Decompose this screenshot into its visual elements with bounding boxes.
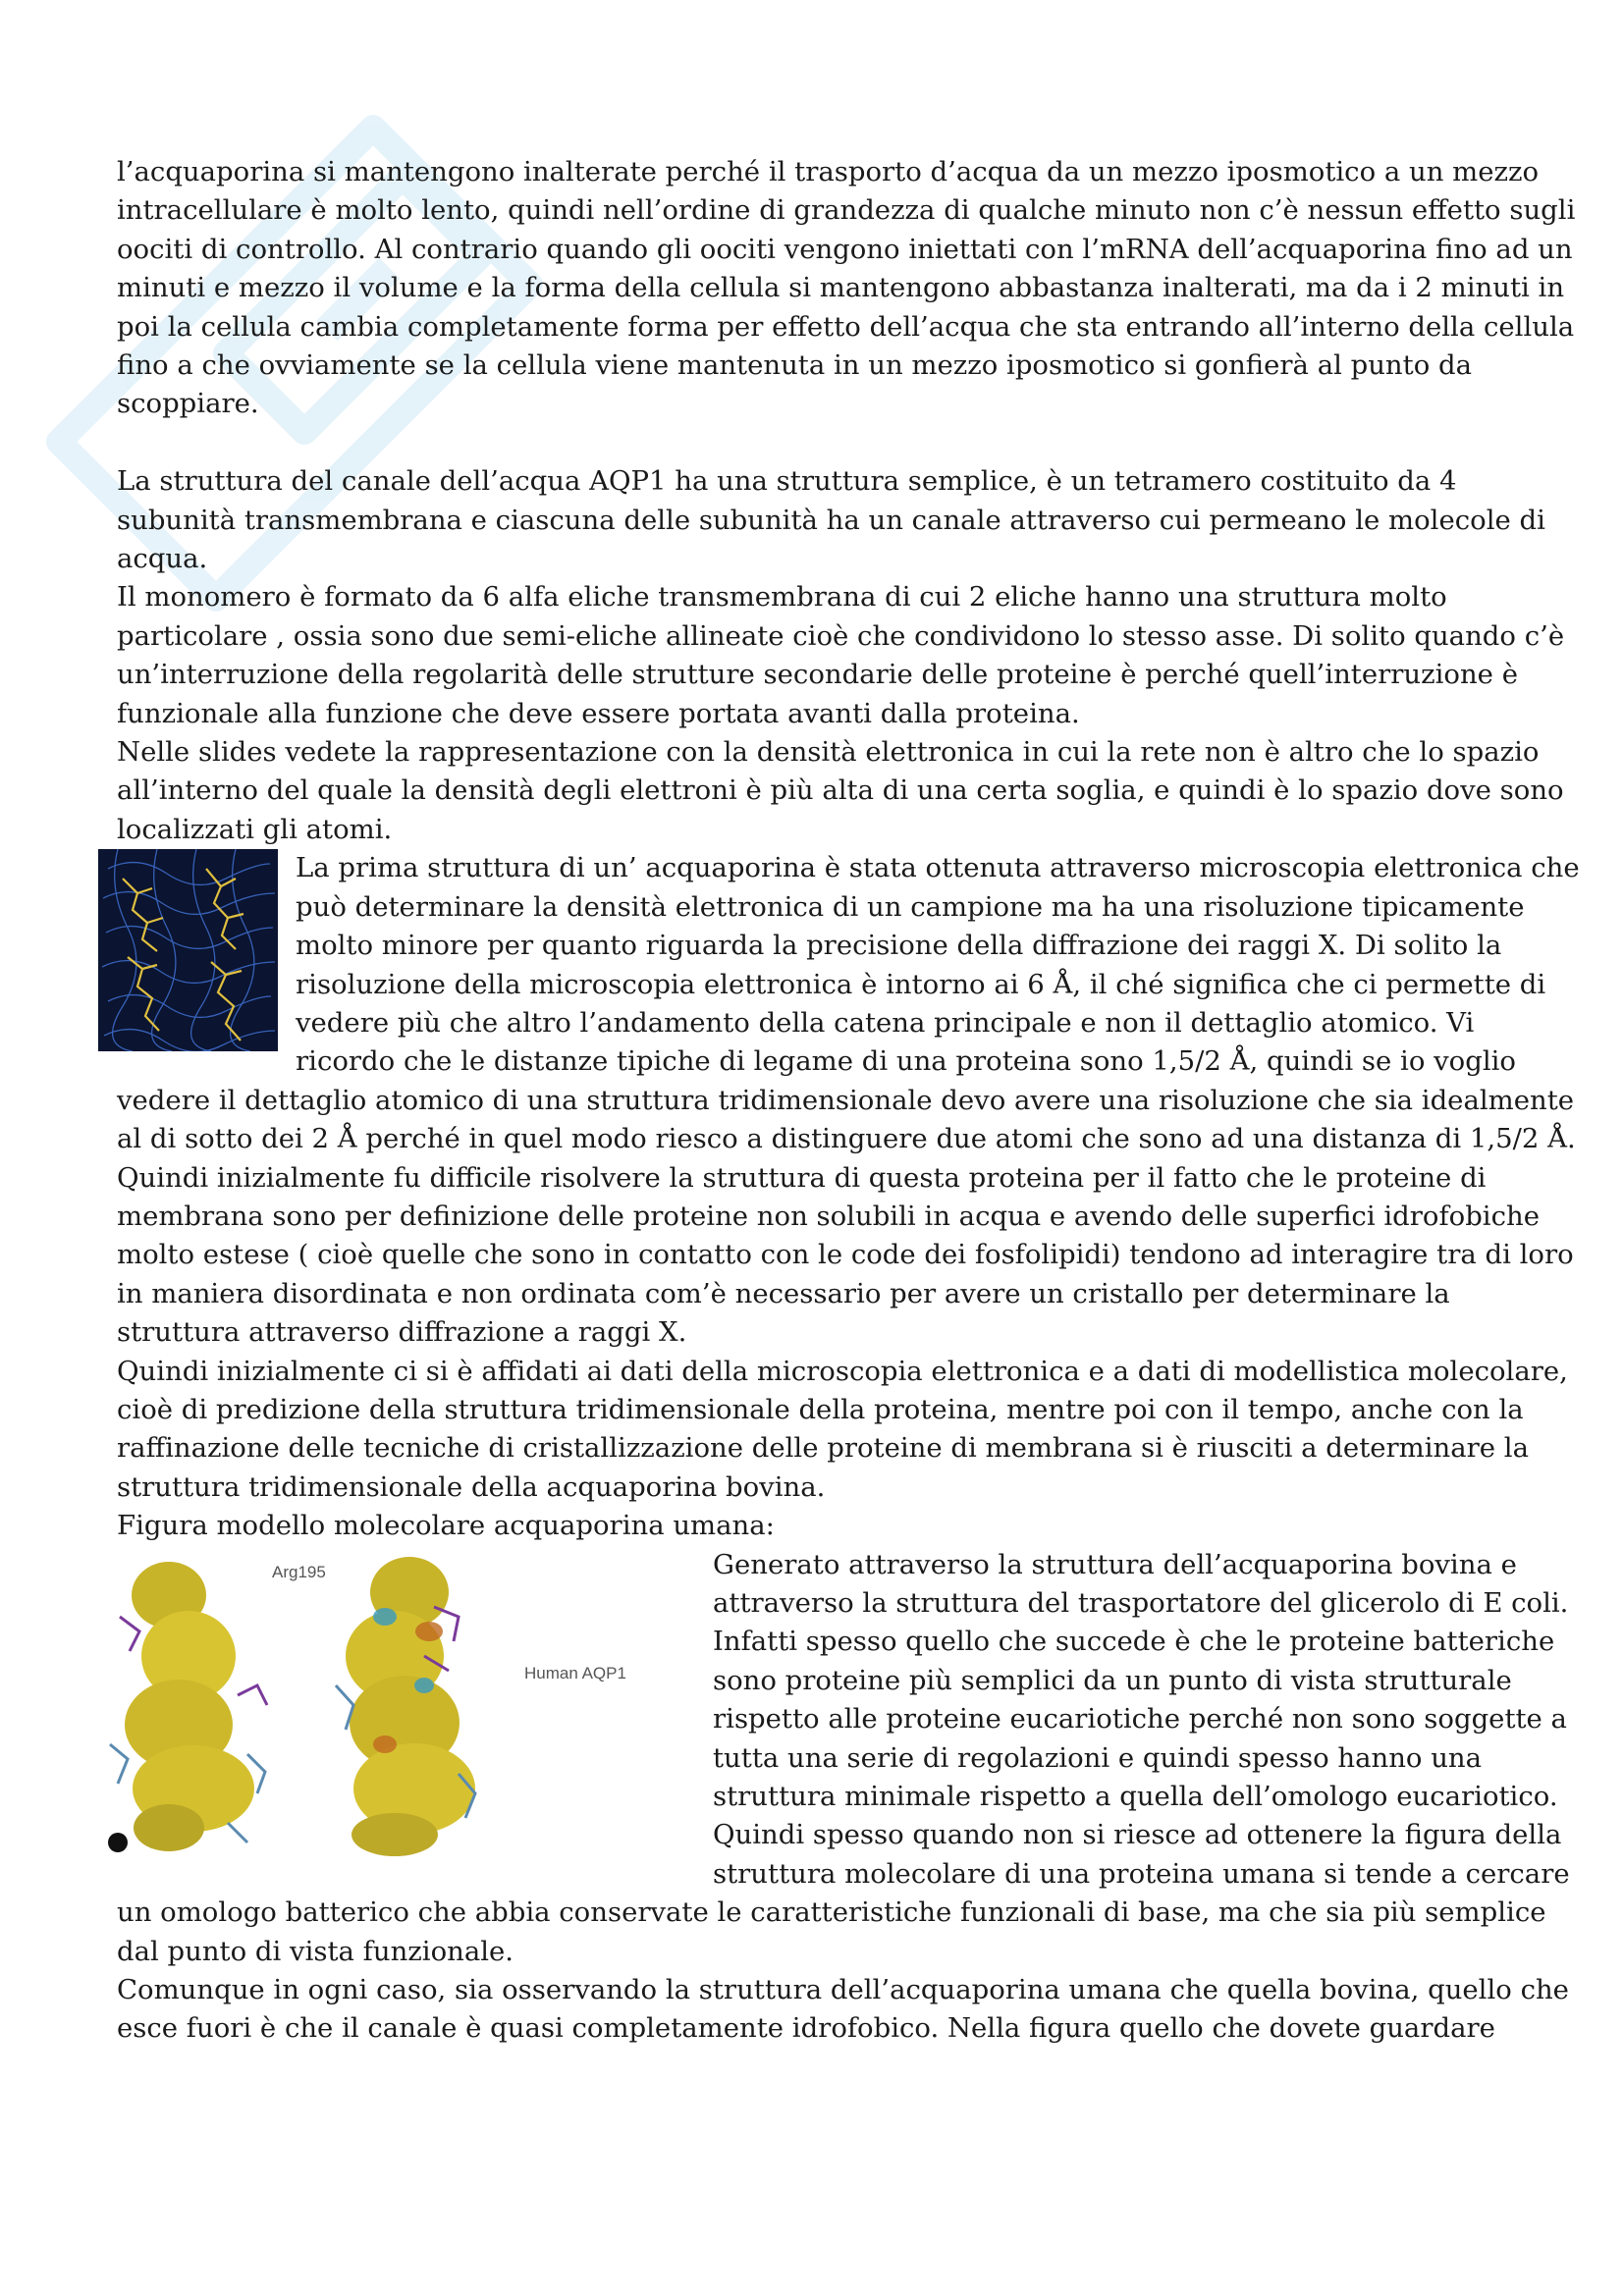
paragraph-3: Il monomero è formato da 6 alfa eliche transmembrana di cui 2 eliche hanno una struttura molto particolare , ossia sono due semi-eliche allineate cioè che condividono lo stesso asse. Di solito quando c’è un’interruzione della regolarità delle strutture secondarie delle proteine è perché quell’interruzione è funzionale alla funzione che deve essere portata avanti dalla proteina. — [117, 581, 1565, 729]
paragraph-9: Comunque in ogni caso, sia osservando la struttura dell’acquaporina umana che quella bovina, quello che esce fuori è che il canale è quasi completamente idrofobico. Nella figura quello che dovete guardare — [117, 1974, 1569, 2045]
paragraph-2: La struttura del canale dell’acqua AQP1 ha una struttura semplice, è un tetramero costituito da 4 subunità transmembrana e ciascuna delle subunità ha un canale attraverso cui permeano le molecole di acqua. — [117, 465, 1545, 575]
paragraph-7: Quindi inizialmente ci si è affidati ai dati della microscopia elettronica e a dati di modellistica molecolare, cioè di predizione della struttura tridimensionale della proteina, mentre poi con il tempo, anche con la raffinazione delle tecniche di cristallizzazione delle proteine di membrana si è riusciti a determinare la struttura tridimensionale della acquaporina bovina. — [117, 1355, 1568, 1503]
molecular-model-figure — [100, 1548, 699, 1860]
paragraph-6: Quindi inizialmente fu difficile risolvere la struttura di questa proteina per il fatto che le proteine di membrana sono per definizione delle proteine non solubili in acqua e avendo delle superfici idrofobiche molto estese ( cioè quelle che sono in contatto con le code dei fosfolipidi) tendono ad interagire tra di loro in maniera disordinata e non ordinata com’è necessario per avere un cristallo per determinare la struttura attraverso diffrazione a raggi X. — [117, 1161, 1574, 1349]
paragraph-8: Generato attraverso la struttura dell’acquaporina bovina e attraverso la struttura del trasportatore del glicerolo di E coli. Infatti spesso quello che succede è che le proteine batteriche sono proteine più semplici da un punto di vista strutturale rispetto alle proteine eucariotiche perché non sono soggette a tutta una serie di regolazioni e quindi spesso hanno una struttura minimale rispetto a quella dell’omologo eucariotico. Quindi spesso quando non si riesce ad ottenere la figura della struttura molecolare di una proteina umana si tende a cercare un omologo batterico che abbia conservate le caratteristiche funzionali di base, ma che sia più semplice dal punto di vista funzionale. — [117, 1548, 1570, 1967]
document-body — [117, 153, 1580, 2049]
paragraph-4: Nelle slides vedete la rappresentazione con la densità elettronica in cui la rete non è altro che lo spazio all’interno del quale la densità degli elettroni è più alta di una certa soglia, e quindi è lo spazio dove sono localizzati gli atomi. — [117, 736, 1564, 845]
electron-density-figure — [98, 849, 278, 1051]
residue-label: Arg195 — [272, 1562, 326, 1581]
paragraph-5: La prima struttura di un’ acquaporina è stata ottenuta attraverso microscopia elettronica che può determinare la densità elettronica di un campione ma ha una risoluzione tipicamente molto minore per quanto riguarda la precisione della diffrazione dei raggi X. Di solito la risoluzione della microscopia elettronica è intorno ai 6 Å, il ché significa che ci permette di vedere più che altro l’andamento della catena principale e non il dettaglio atomico. Vi ricordo che le distanze tipiche di legame di una proteina sono 1,5/2 Å, quindi se io voglio vedere il dettaglio atomico di una struttura tridimensionale devo avere una risoluzione che sia idealmente al di sotto dei 2 Å perché in quel modo riesco a distinguere due atomi che sono ad una distanza di 1,5/2 Å. — [117, 852, 1580, 1155]
protein-label: Human AQP1 — [524, 1663, 626, 1682]
paragraph-1: l’acquaporina si mantengono inalterate perché il trasporto d’acqua da un mezzo iposmotico a un mezzo intracellulare è molto lento, quindi nell’ordine di grandezza di qualche minuto non c’è nessun effetto sugli oociti di controllo. Al contrario quando gli oociti vengono iniettati con l’mRNA dell’acquaporina fino ad un minuti e mezzo il volume e la forma della cellula si mantengono abbastanza inalterati, ma da i 2 minuti in poi la cellula cambia completamente forma per effetto dell’acqua che sta entrando all’interno della cellula fino a che ovviamente se la cellula viene mantenuta in un mezzo iposmotico si gonfierà al punto da scoppiare. — [117, 156, 1576, 420]
figure-caption: Figura modello molecolare acquaporina umana: — [117, 1510, 775, 1542]
